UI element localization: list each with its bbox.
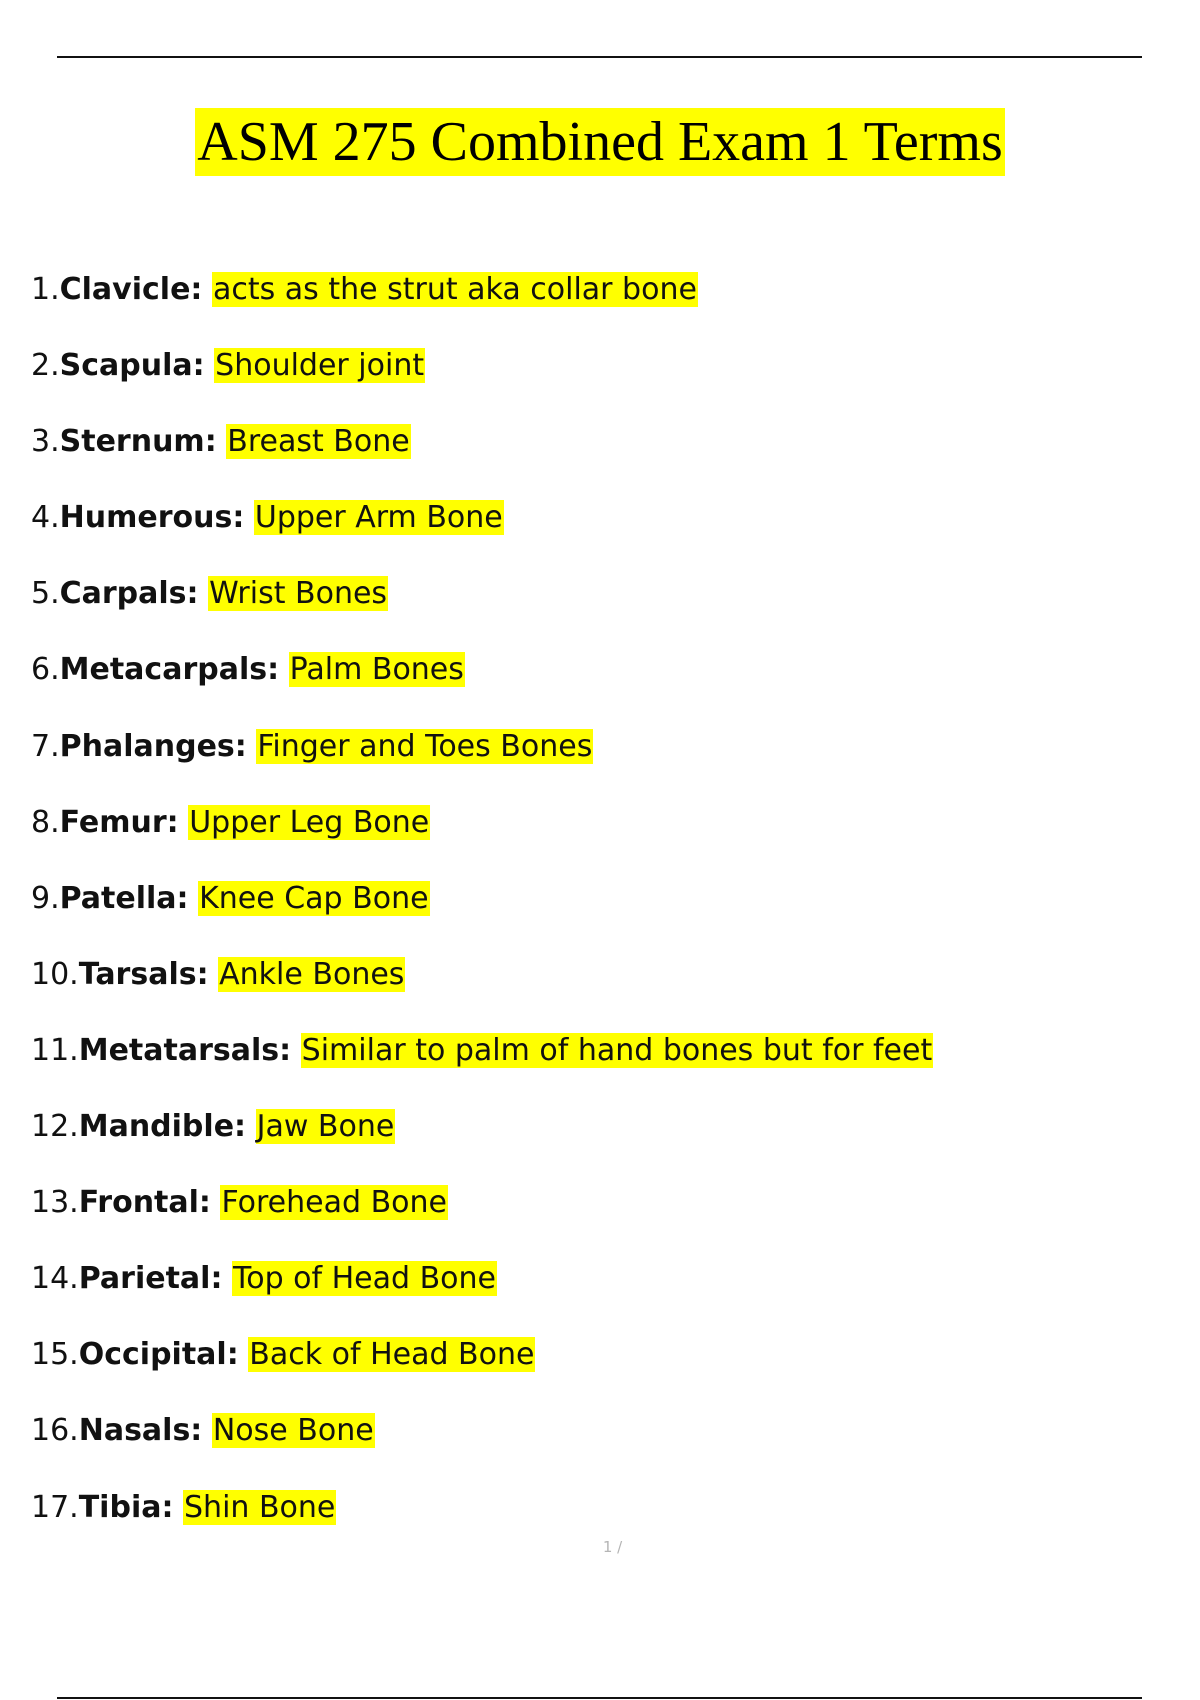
page-title: ASM 275 Combined Exam 1 Terms: [195, 108, 1004, 176]
term-item: [31, 1029, 933, 1105]
term-definition: acts as the strut aka collar bone: [212, 272, 697, 307]
term-definition: Ankle Bones: [219, 956, 405, 992]
term-name: Patella:: [59, 880, 189, 916]
term-name: Clavicle:: [59, 272, 203, 307]
term-name: Occipital:: [78, 1337, 239, 1373]
term-item: [31, 420, 933, 496]
term-item: [31, 725, 933, 801]
term-item: [31, 648, 933, 724]
term-number: 4.: [31, 500, 60, 536]
term-name: Carpals:: [59, 576, 199, 612]
term-number: 9.: [31, 880, 60, 916]
term-item: [31, 953, 933, 1029]
term-number: 1.: [31, 272, 60, 307]
term-name: Mandible:: [78, 1109, 247, 1145]
term-name: Tibia:: [78, 1489, 174, 1525]
term-name: Frontal:: [78, 1185, 211, 1221]
term-number: 2.: [31, 348, 60, 384]
term-number: 10.: [31, 956, 79, 992]
term-definition: Top of Head Bone: [232, 1261, 496, 1297]
term-number: 15.: [31, 1337, 79, 1373]
top-divider: [57, 56, 1142, 58]
term-definition: Finger and Toes Bones: [257, 728, 593, 764]
term-item: [31, 1409, 933, 1485]
term-definition: Similar to palm of hand bones but for feet: [301, 1032, 933, 1068]
term-item: [31, 496, 933, 572]
term-item: [31, 801, 933, 877]
title-container: [0, 108, 1200, 176]
term-definition: Upper Leg Bone: [189, 804, 430, 840]
term-number: 5.: [31, 576, 60, 612]
term-name: Humerous:: [59, 500, 245, 536]
term-name: Phalanges:: [59, 728, 247, 764]
term-item: [31, 1333, 933, 1409]
term-number: 17.: [31, 1489, 79, 1525]
term-number: 16.: [31, 1413, 79, 1449]
term-definition: Breast Bone: [227, 424, 410, 460]
term-item: [31, 877, 933, 953]
page-number: 1 /: [602, 1538, 623, 1556]
term-item: [31, 344, 933, 420]
term-definition: Shoulder joint: [215, 348, 425, 384]
term-name: Parietal:: [78, 1261, 223, 1297]
term-number: 11.: [31, 1032, 79, 1068]
term-item: [31, 1105, 933, 1181]
bottom-divider: [57, 1697, 1142, 1699]
term-item: [31, 1257, 933, 1333]
term-definition: Forehead Bone: [221, 1185, 447, 1221]
term-definition: Knee Cap Bone: [199, 880, 429, 916]
term-number: 7.: [31, 728, 60, 764]
term-item: [31, 1181, 933, 1257]
term-item: [31, 572, 933, 648]
term-definition: Shin Bone: [184, 1489, 336, 1525]
term-definition: Wrist Bones: [209, 576, 388, 612]
term-definition: Jaw Bone: [256, 1109, 395, 1145]
term-item: [31, 268, 933, 344]
term-name: Scapula:: [59, 348, 205, 384]
terms-list: [31, 268, 933, 1562]
term-number: 8.: [31, 804, 60, 840]
term-name: Femur:: [59, 804, 179, 840]
term-name: Nasals:: [78, 1413, 203, 1449]
term-number: 6.: [31, 652, 60, 688]
term-name: Metacarpals:: [59, 652, 280, 688]
term-definition: Nose Bone: [212, 1413, 374, 1449]
term-number: 13.: [31, 1185, 79, 1221]
term-name: Tarsals:: [78, 956, 209, 992]
term-number: 12.: [31, 1109, 79, 1145]
term-name: Metatarsals:: [78, 1032, 292, 1068]
term-number: 14.: [31, 1261, 79, 1297]
term-name: Sternum:: [59, 424, 217, 460]
term-definition: Back of Head Bone: [249, 1337, 535, 1373]
term-definition: Upper Arm Bone: [254, 500, 503, 536]
term-definition: Palm Bones: [289, 652, 464, 688]
term-number: 3.: [31, 424, 60, 460]
